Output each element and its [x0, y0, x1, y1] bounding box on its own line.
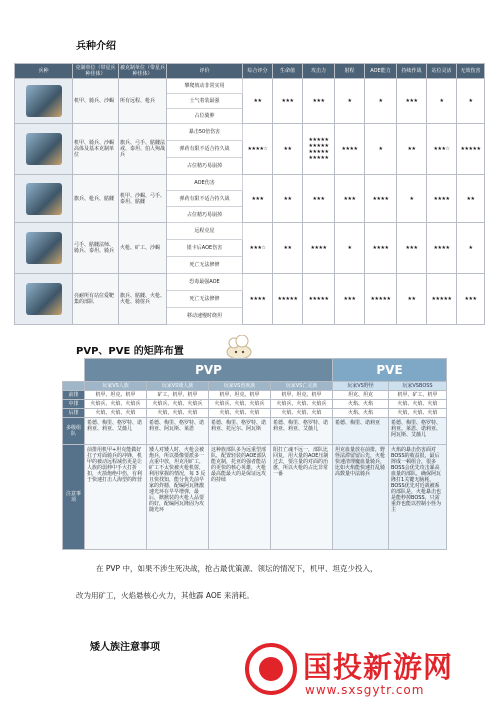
paragraph: 在 PVP 中，如果不涉生死决战，抢占最优策源、领坛的情况下，机甲、坦克少投入， — [96, 564, 378, 573]
matrix-cell: 机甲、坦克、机甲 — [271, 391, 333, 400]
matrix-row-label: 注意事项 — [63, 445, 85, 550]
score-cell: ★★ — [397, 274, 427, 325]
score-cell: ★★ — [397, 124, 427, 175]
score-cell: ★★★★ — [427, 175, 457, 223]
score-cell: ★★ — [457, 175, 485, 223]
unit-row — [15, 79, 485, 94]
score-cell: ★ — [335, 223, 365, 274]
matrix-row-label: 后排 — [63, 409, 85, 418]
matrix-cell: 火焰、火焰、火焰 — [389, 400, 447, 409]
section-title-units: 兵种介绍 — [76, 41, 116, 52]
evaluation-cell: 移动速慢时绕坦 — [167, 308, 243, 325]
score-cell: ★ — [457, 79, 485, 124]
score-cell: ★★ — [273, 175, 303, 223]
score-cell: ★★ — [273, 223, 303, 274]
unit-portrait — [15, 223, 73, 274]
matrix-row — [63, 418, 447, 445]
score-cell: ★★★ — [397, 223, 427, 274]
score-cell: ★★★ — [335, 175, 365, 223]
countered-by-cell: 旗兵、骷髅、火枪、火枪、骑射兵 — [119, 274, 167, 325]
matrix-cell: 前排用机甲+坦克能做好扛子对面骑兵的冲锋，机甲的被动远程减伤更是让人族的弱伸中手大打折扣，火箭炮绝中伤，有利于快速打击人海型的阵营 — [85, 445, 147, 550]
score-cell: ★★ — [243, 79, 273, 124]
matrix-col-header: 玩家VS野怪 — [333, 382, 389, 391]
counters-cell: 弓手、骷髅法师、骑兵、泰坦、骑兵 — [73, 223, 119, 274]
header-cell: 评价 — [167, 64, 243, 79]
score-cell: ★★★ — [335, 274, 365, 325]
score-cell: ★★★ — [243, 175, 273, 223]
matrix-cell: 矮人对矮人时，火枪会被炮兵，所以摄像要派多一点重中放，坦克用矿工，矿工不太快被火枪机射，利用掌握的情况，每 3 反且快找知，能分优先前早家的炸撼，配编阿瓦隆激速光环在早早增弹，最后，掀掀装的火枪人品要的好，配编阿瓦隆固为攻随光环 — [147, 445, 209, 550]
matrix-cell: 机甲、坦克、机甲 — [85, 391, 147, 400]
score-cell: ★★★★★ ★★★★★ ★★★★★ ★★★★★ — [303, 124, 335, 175]
evaluation-cell: 弹药有限不适合持久战 — [167, 141, 243, 158]
matrix-col-header: 玩家VS兽族族 — [209, 382, 271, 391]
matrix-row — [63, 400, 447, 409]
evaluation-cell: 死亡无法修修 — [167, 257, 243, 274]
matrix-cell: 机甲、矿工、机甲 — [389, 391, 447, 400]
unit-portrait — [15, 274, 73, 325]
matrix-cell: 火焰兵、火焰、火焰兵 — [209, 400, 271, 409]
matrix-cell: 阳打亡魂不远一，部队比回复，用大量的AOE压制过去，要注量的对面的治愈，所以火枪的占比非常一番 — [271, 445, 333, 550]
matrix-cell: 火焰、火焰、火焰 — [389, 409, 447, 418]
score-cell: ★ — [427, 79, 457, 124]
matrix-cell: 希德、梅里、格罗特、诺莉亚、托尼尔、阿瓦斯 — [209, 418, 271, 445]
countered-by-cell: 机甲、沙蝎、弓手、泰坦、骷髅 — [119, 175, 167, 223]
unit-intro-table — [14, 63, 485, 325]
unit-portrait — [15, 79, 73, 124]
matrix-cell: 火焰、火焰、火焰 — [271, 409, 333, 418]
unit-row — [15, 124, 485, 141]
matrix-cell: 火焰兵、火焰、火焰兵 — [85, 400, 147, 409]
section-title-matrix: PVP、PVE 的矩阵布置 — [76, 346, 184, 357]
matrix-col-header: 玩家VS矮人族 — [147, 382, 209, 391]
score-cell: ★★★★ — [427, 223, 457, 274]
score-cell: ★★★ — [397, 79, 427, 124]
header-cell: 射程 — [335, 64, 365, 79]
unit-portrait-image — [26, 183, 62, 215]
countered-by-cell: 旗兵、弓手、骷髅法戒、泰坦、伯人殉战兵 — [119, 124, 167, 175]
unit-row — [15, 223, 485, 240]
matrix-cell: 希德、梅里、格罗特、诺莉亚、阿瓦斯、莱恩 — [147, 418, 209, 445]
evaluation-cell: 占位精巧易崩掉 — [167, 207, 243, 223]
matrix-cell: 火焰、火焰 — [333, 400, 389, 409]
unit-portrait-image — [26, 133, 62, 165]
matrix-cell: 火焰、火焰 — [333, 409, 389, 418]
score-cell: ★★★★ — [303, 223, 335, 274]
score-cell: ★★★☆ — [427, 124, 457, 175]
unit-portrait-image — [26, 85, 62, 117]
site-logo-icon — [245, 643, 297, 695]
score-cell: ★★★★ — [243, 274, 273, 325]
score-cell: ★★★☆ — [243, 223, 273, 274]
unit-row — [15, 274, 485, 291]
watermark-brand: 国投新游网 — [303, 650, 454, 684]
matrix-col-header: 玩家VSBOSS — [389, 382, 447, 391]
header-cell: 综合评分 — [243, 64, 273, 79]
score-cell: ★ — [457, 223, 485, 274]
unit-table-header-row — [15, 64, 485, 79]
score-cell: ★★★★★ — [273, 274, 303, 325]
matrix-cell: 矿工、机甲、机甲 — [147, 391, 209, 400]
pve-title: PVE — [333, 359, 447, 382]
score-cell: ★★★ — [303, 175, 335, 223]
evaluation-cell: 占位精巧易崩掉 — [167, 158, 243, 175]
countered-by-cell: 所有远程、枪兵 — [119, 79, 167, 124]
counters-cell: 机甲、骑兵、沙蝎高体及基本克制单位 — [73, 124, 119, 175]
score-cell: ★★★★★ — [365, 274, 397, 325]
section-title-dwarf: 矮人族注意事项 — [90, 642, 160, 653]
counters-cell: 机甲、骑兵、沙蝎 — [73, 79, 119, 124]
score-cell: ★ — [365, 79, 397, 124]
paragraph: 改为用矿工，火焰悬核心火力，其他霹 AOE 来消耗。 — [76, 591, 254, 600]
evaluation-cell: 银卡后AOE伤害 — [167, 240, 243, 257]
matrix-cell: 坦克血量放在前排，野怪法滞留留后先，火枪快速清理魔血量骑兵，比如火焰能快速打乱骑高数量中法骑兵 — [333, 445, 389, 550]
matrix-cell: 希德、梅里、诺莉亚 — [333, 418, 389, 445]
matrix-corner — [63, 359, 85, 382]
matrix-cell: 这种族部队多为远重型部队，配置轻装的AOE部队能克制，托亚的强者能站的更快的核心英雄，火枪最高能最大的是保证远攻的持续 — [209, 445, 271, 550]
matrix-cell: 火焰、火焰、火焰 — [147, 409, 209, 418]
pvp-pve-matrix-table — [62, 358, 447, 550]
header-cell: 生命值 — [273, 64, 303, 79]
evaluation-cell: AOE伤害 — [167, 175, 243, 191]
matrix-row-label: 多级组队 — [63, 418, 85, 445]
header-cell: 攻击力 — [303, 64, 335, 79]
header-cell: 持续作战 — [397, 64, 427, 79]
countered-by-cell: 火枪、矿工、沙蝎 — [119, 223, 167, 274]
score-cell: ★★★★★ — [303, 274, 335, 325]
matrix-cell: 希德、梅里、格罗特、莉亚、莱恩、诺莉亚、阿瓦斯、艾薇儿 — [389, 418, 447, 445]
header-cell: 被克制单位（带星兵种佳体） — [120, 65, 166, 77]
evaluation-cell: 士气着装最强 — [167, 94, 243, 109]
unit-portrait-image — [26, 232, 62, 264]
evaluation-cell: 弹药有限不适合持久战 — [167, 191, 243, 207]
score-cell: ★★★ — [303, 79, 335, 124]
counters-cell: 亮耐所有站位爱靶集的部队 — [73, 274, 119, 325]
evaluation-cell: 暴击50倍伤害 — [167, 124, 243, 141]
matrix-cell: 坦克、坦克 — [333, 391, 389, 400]
matrix-col-header: 玩家VS亡灵族 — [271, 382, 333, 391]
matrix-row — [63, 391, 447, 400]
unit-portrait — [15, 124, 73, 175]
evaluation-cell: 攀爬坡动非常实用 — [167, 79, 243, 94]
header-cell: 克制单位（带星兵种佳体） — [73, 64, 119, 79]
evaluation-cell: 死亡无法修修 — [167, 291, 243, 308]
score-cell: ★★★★ — [335, 124, 365, 175]
score-cell: ★★★ — [457, 274, 485, 325]
matrix-cell: 火焰、火焰、火焰 — [209, 409, 271, 418]
matrix-row-label: 中排 — [63, 400, 85, 409]
matrix-cell: 希德、梅里、格罗特、诺莉亚、莉亚、艾薇儿 — [85, 418, 147, 445]
header-cell: AOE能力 — [365, 64, 397, 79]
matrix-cell: 希德、梅里、格罗特、诺莉亚、莉亚、艾薇儿 — [271, 418, 333, 445]
evaluation-cell: 恐毒最强AOE — [167, 274, 243, 291]
score-cell: ★★★ — [273, 79, 303, 124]
score-cell: ★★★★ — [365, 175, 397, 223]
score-cell: ★★ — [273, 124, 303, 175]
score-cell: ★★★★ — [365, 223, 397, 274]
header-cell: 无效伤害 — [457, 64, 485, 79]
unit-row — [15, 175, 485, 191]
counters-cell: 旗兵、枪兵、骷髅 — [73, 175, 119, 223]
score-cell: ★ — [365, 124, 397, 175]
pvp-title: PVP — [85, 359, 333, 382]
score-cell: ★ — [397, 175, 427, 223]
matrix-row-label: 前排 — [63, 391, 85, 400]
unit-portrait — [15, 175, 73, 223]
matrix-cell: 机甲、坦克、机甲 — [209, 391, 271, 400]
matrix-row — [63, 445, 447, 550]
header-cell: 站位灵活 — [427, 64, 457, 79]
score-cell: ★★★★★ — [427, 274, 457, 325]
evaluation-cell: 占位骑肿 — [167, 109, 243, 124]
score-cell: ★★★★☆ — [243, 124, 273, 175]
score-cell: ★★★★★ — [457, 124, 485, 175]
matrix-row — [63, 409, 447, 418]
matrix-subheader-blank — [63, 382, 85, 391]
matrix-cell: 火焰的暴击伤害面对BOSS的收益很，最后摔成一顿组合，很多BOSS会优先攻击暴高血量的部队，确保阿瓦隆打1关键无脑耗，BOSS优先对近战被系的部队是，火枪暴击也是能秒掉BOSS，只需重炸也能以控制小怪为主 — [389, 445, 447, 550]
site-watermark — [245, 643, 495, 705]
matrix-cell: 火焰兵、火焰、火焰兵 — [147, 400, 209, 409]
watermark-url: www.sxsgytr.com — [305, 683, 425, 697]
matrix-cell: 火焰兵、火焰、火焰兵 — [271, 400, 333, 409]
score-cell: ★ — [335, 79, 365, 124]
unit-portrait-image — [26, 283, 62, 315]
evaluation-cell: 远程克星 — [167, 223, 243, 240]
matrix-col-header: 玩家VS人族 — [85, 382, 147, 391]
matrix-cell: 火焰、火焰、火焰 — [85, 409, 147, 418]
header-cell: 兵种 — [15, 64, 73, 79]
